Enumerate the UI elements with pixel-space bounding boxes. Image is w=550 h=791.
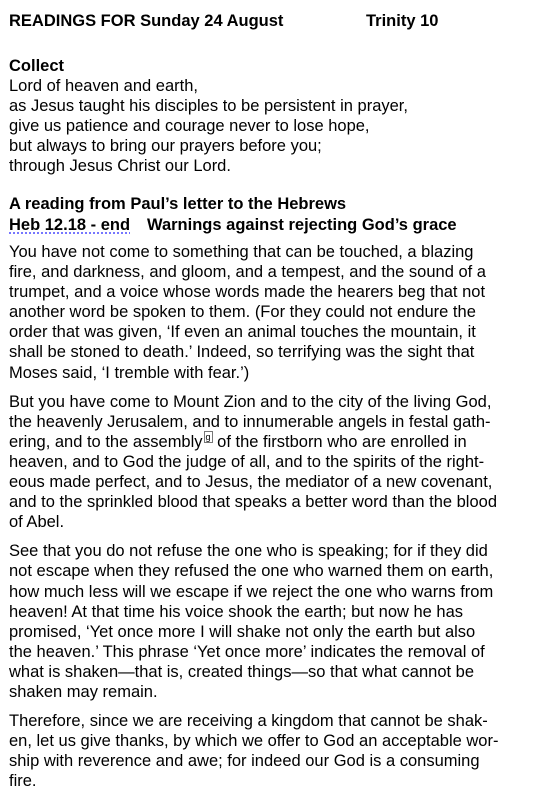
reading-reference-line	[9, 214, 544, 236]
page-header	[9, 10, 544, 32]
text-line: the heaven.’ This phrase ‘Yet once more’ indicates the removal of	[9, 642, 485, 661]
reading-paragraph	[9, 242, 544, 383]
reading-paragraph	[9, 392, 544, 533]
collect-line: give us patience and courage never to lose hope,	[9, 117, 370, 135]
liturgical-season: Trinity 10	[366, 12, 439, 30]
text-line: shaken may remain.	[9, 682, 158, 701]
collect-line: but always to bring our prayers before you;	[9, 137, 322, 155]
text-line: another word be spoken to them. (For they could not endure the	[9, 303, 476, 322]
text-line: But you have come to Mount Zion and to the city of the living God,	[9, 392, 492, 411]
page-title: READINGS FOR Sunday 24 August	[9, 12, 284, 30]
text-line: Moses said, ‘I tremble with fear.’)	[9, 363, 250, 382]
text-line: en, let us give thanks, by which we offer to God an acceptable wor-	[9, 732, 499, 751]
text-line: shall be stoned to death.’ Indeed, so terrifying was the sight that	[9, 343, 475, 362]
text-line: and to the sprinkled blood that speaks a better word than the blood	[9, 493, 497, 512]
text-line: the heavenly Jerusalem, and to innumerable angels in festal gath-	[9, 412, 491, 431]
spacer	[9, 32, 544, 54]
footnote-marker[interactable]: g	[205, 432, 211, 443]
text-line: You have not come to something that can be touched, a blazing	[9, 243, 474, 261]
text-line: heaven, and to God the judge of all, and to the spirits of the right-	[9, 452, 485, 471]
text-line: heaven! At that time his voice shook the earth; but now he has	[9, 602, 464, 621]
reading-subtitle: Warnings against rejecting God’s grace	[147, 216, 457, 234]
collect-line: through Jesus Christ our Lord.	[9, 157, 231, 175]
reading-section	[9, 194, 544, 791]
collect-section	[9, 56, 544, 176]
text-line: eous made perfect, and to Jesus, the mediator of a new covenant,	[9, 473, 493, 492]
text-line: order that was given, ‘If even an animal touches the mountain, it	[9, 323, 476, 342]
text-line-with-footnote	[9, 432, 544, 452]
text-line: how much less will we escape if we reject the one who warns from	[9, 582, 494, 601]
text-line: promised, ‘Yet once more I will shake not only the earth but also	[9, 622, 476, 641]
collect-line: as Jesus taught his disciples to be persistent in prayer,	[9, 97, 408, 115]
reading-paragraph	[9, 541, 544, 702]
text-fragment: ering, and to the assembly	[9, 432, 203, 451]
reading-paragraph	[9, 711, 544, 791]
text-line: See that you do not refuse the one who is speaking; for if they did	[9, 542, 488, 561]
collect-line: Lord of heaven and earth,	[9, 77, 198, 95]
text-fragment: of the firstborn who are enrolled in	[217, 432, 467, 451]
text-line: fire.	[9, 772, 37, 791]
text-line: Therefore, since we are receiving a kingdom that cannot be shak-	[9, 712, 488, 731]
text-line: ship with reverence and awe; for indeed our God is a consuming	[9, 752, 480, 771]
text-line: not escape when they refused the one who warned them on earth,	[9, 562, 494, 581]
reading-heading: A reading from Paul’s letter to the Hebrews	[9, 195, 347, 213]
text-line: fire, and darkness, and gloom, and a tempest, and the sound of a	[9, 263, 486, 282]
text-line: of Abel.	[9, 513, 65, 532]
text-line: what is shaken—that is, created things—so that what cannot be	[9, 662, 475, 681]
collect-heading: Collect	[9, 57, 65, 75]
spacer	[9, 176, 544, 194]
text-line: trumpet, and a voice whose words made the hearers beg that not	[9, 283, 486, 302]
bible-reference: Heb 12.18 - end	[9, 216, 131, 234]
